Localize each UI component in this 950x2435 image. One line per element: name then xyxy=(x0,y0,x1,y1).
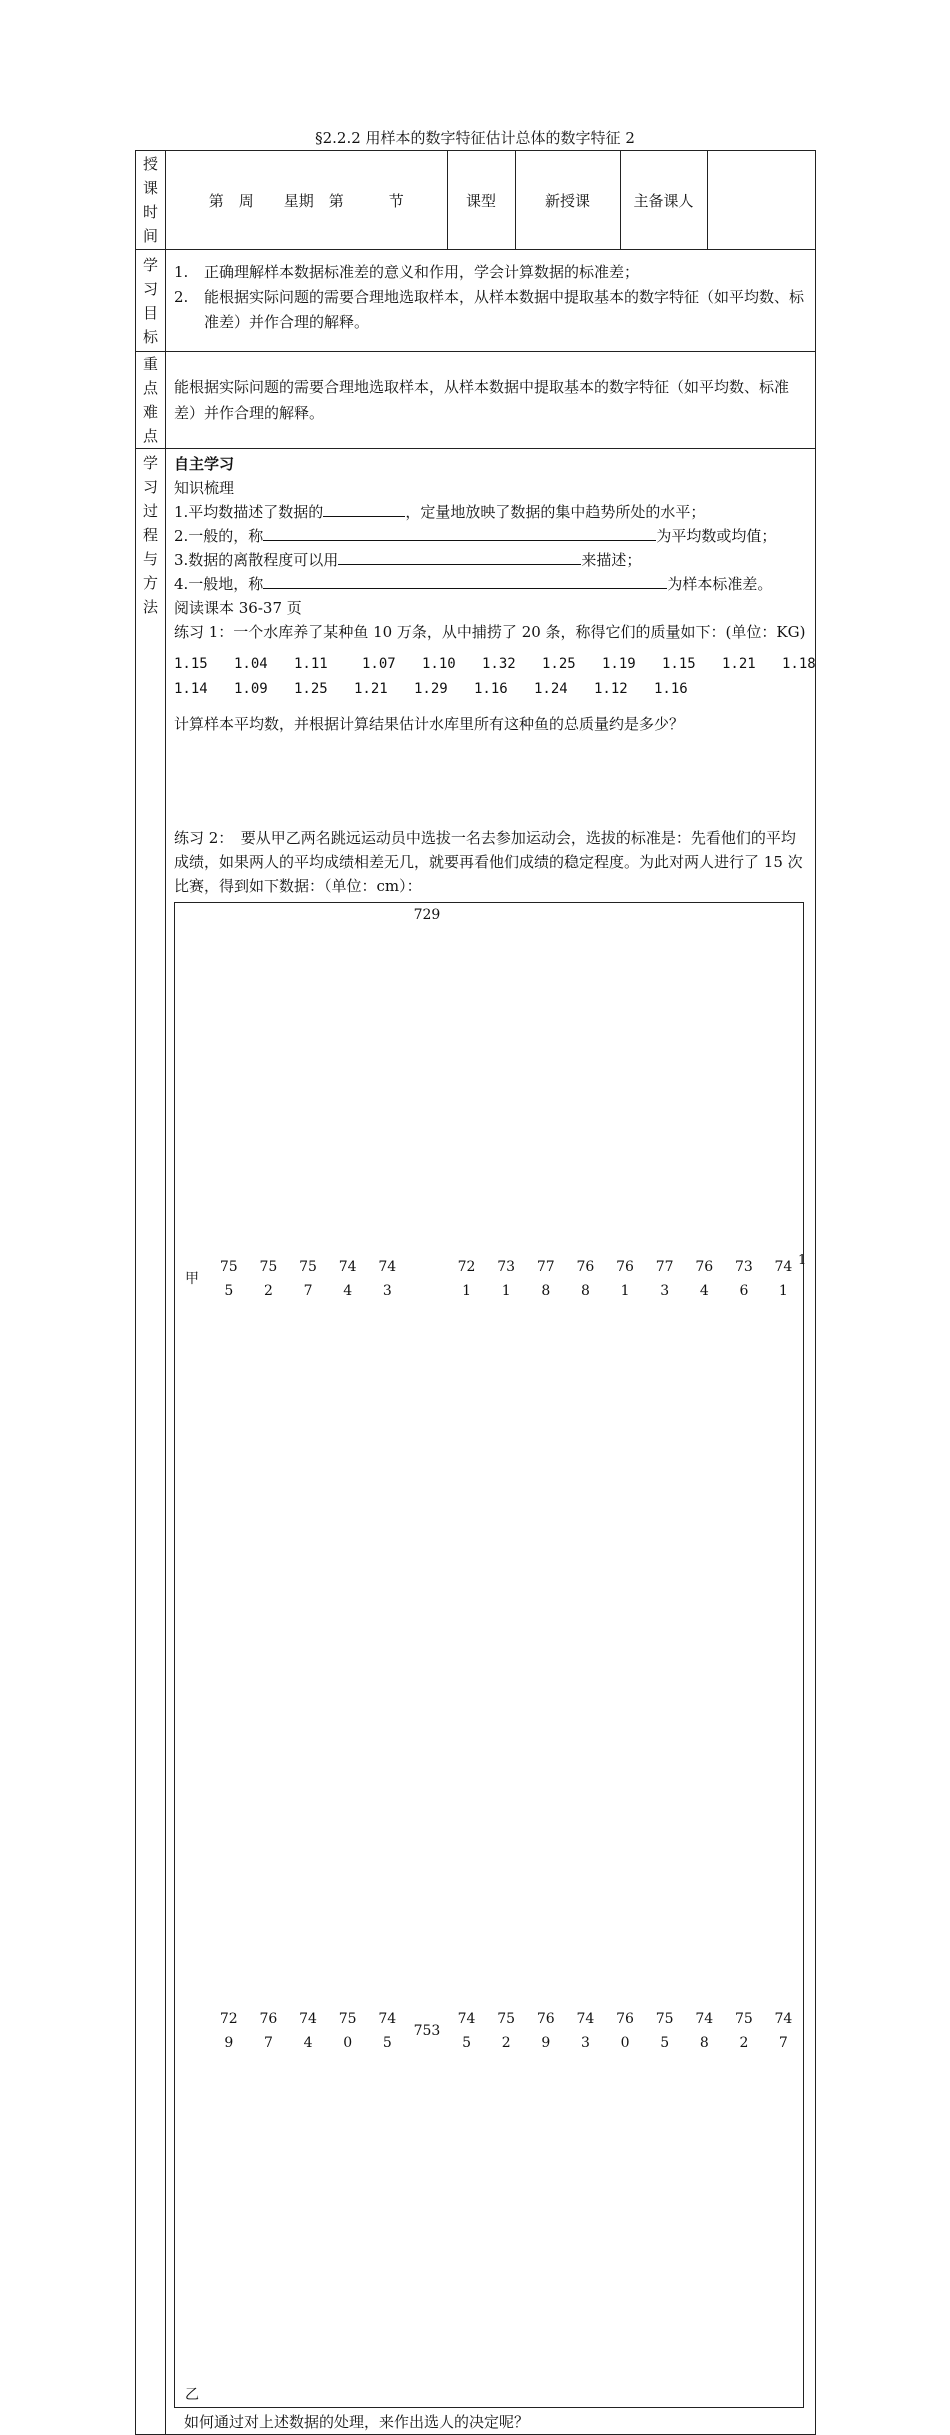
yi-row: 乙 72 9 76 7 74 4 75 0 74 5 753 74 5 75 2 76 9 74 3 76 0 75 5 74 8 75 2 74 7 xyxy=(175,1655,804,2408)
fish-weights-row-1: 1.15 1.04 1.11 1.07 1.10 1.32 1.25 1.19 1.15 1.21 1.18 xyxy=(174,656,816,672)
exercise-2-text: 练习 2： 要从甲乙两名跳远运动员中选拔一名去参加运动会，选拔的标准是：先看他们的平均成绩，如果两人的平均成绩相差无几，就要再看他们成绩的稳定程度。为此对两人进行了 15 次比赛，得到如下数据：（单位：cm）： xyxy=(174,829,803,895)
yi-label: 乙 xyxy=(185,2387,199,2403)
exercise-1-question: 计算样本平均数，并根据计算结果估计水库里所有这种鱼的总质量约是多少？ xyxy=(174,715,685,733)
goals-label: 学 习 目 标 xyxy=(136,250,166,352)
key-points-row xyxy=(136,352,816,449)
page-number: 1 xyxy=(798,1253,807,1268)
jia-label: 甲 xyxy=(185,1271,199,1287)
jump-data-table xyxy=(174,902,807,2408)
jia-row: 甲 75 5 75 2 75 7 74 4 74 3 729 72 1 73 1 77 8 76 8 76 1 77 3 76 4 73 6 74 1 xyxy=(175,903,804,1656)
fill-blank-1: 1.平均数描述了数据的 ，定量地放映了数据的集中趋势所处的水平； xyxy=(174,503,706,521)
lesson-type-label: 课型 xyxy=(447,151,515,249)
schedule-row xyxy=(136,151,816,250)
goal-item: 1. 正确理解样本数据标准差的意义和作用，学会计算数据的标准差； xyxy=(174,263,640,281)
schedule-text: 第 周 星期 第 节 xyxy=(208,191,404,210)
goals-row xyxy=(136,250,816,352)
lesson-plan-table xyxy=(135,150,816,2435)
reading-note: 阅读课本 36-37 页 xyxy=(174,599,302,617)
process-content xyxy=(166,449,815,2434)
preparer-value xyxy=(707,151,815,249)
exercise-2-question: 如何通过对上述数据的处理，来作出选人的决定呢？ xyxy=(184,2413,530,2431)
key-points-text: 能根据实际问题的需要合理地选取样本，从样本数据中提取基本的数字特征（如平均数、标准差）并作合理的解释。 xyxy=(174,378,790,422)
goals-list xyxy=(166,250,815,335)
preparer-label: 主备课人 xyxy=(620,151,707,249)
page-title: §2.2.2 用样本的数字特征估计总体的数字特征 2 xyxy=(315,129,635,147)
fill-blank-3: 3.数据的离散程度可以用 来描述； xyxy=(174,551,642,569)
fish-weights-row-2: 1.14 1.09 1.25 1.21 1.29 1.16 1.24 1.12 1.16 xyxy=(174,681,688,697)
goal-item: 2. 能根据实际问题的需要合理地选取样本，从样本数据中提取基本的数字特征（如平均数、标准差）并作合理的解释。 xyxy=(174,288,805,331)
process-row xyxy=(136,449,816,2435)
process-label: 学 习 过 程 与 方 法 xyxy=(136,449,166,2435)
exercise-1-text: 练习 1：一个水库养了某种鱼 10 万条，从中捕捞了 20 条，称得它们的质量如下：(单位：KG) xyxy=(174,623,806,641)
lesson-type-value: 新授课 xyxy=(515,151,620,249)
section-subheading: 知识梳理 xyxy=(174,479,235,497)
key-points-label: 重 点 难 点 xyxy=(136,352,166,449)
schedule-label: 授 课 时 间 xyxy=(136,151,166,250)
fill-blank-2: 2.一般的，称 为平均数或均值； xyxy=(174,527,777,545)
fill-blank-4: 4.一般地，称 为样本标准差。 xyxy=(174,575,773,593)
section-heading: 自主学习 xyxy=(174,455,235,473)
